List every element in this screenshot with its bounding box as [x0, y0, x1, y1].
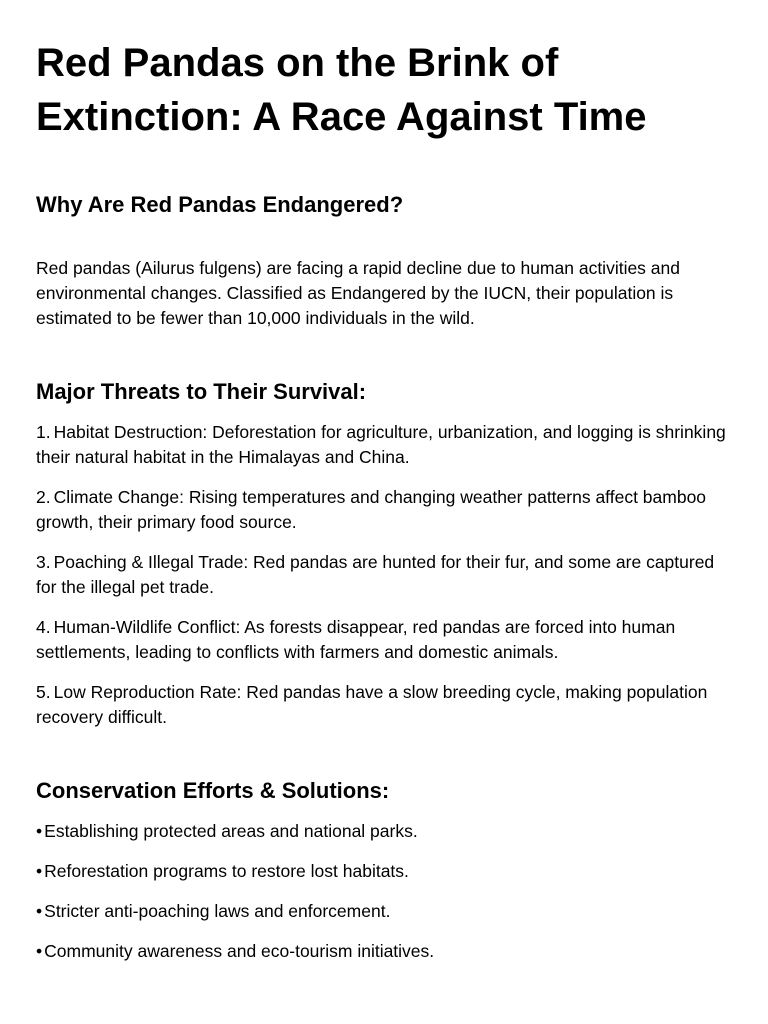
- threats-list: [36, 420, 732, 730]
- bullet-icon: •: [36, 861, 43, 881]
- list-item: [36, 420, 732, 470]
- list-item: [36, 615, 732, 665]
- list-item-text: Community awareness and eco-tourism initiatives.: [44, 941, 435, 961]
- bullet-icon: •: [36, 821, 43, 841]
- list-item: [36, 899, 732, 924]
- document: [36, 36, 732, 964]
- bullet-icon: •: [36, 901, 43, 921]
- list-item-text: Low Reproduction Rate: Red pandas have a slow breeding cycle, making population recovery difficult.: [36, 682, 708, 727]
- list-item-number: 2.: [36, 487, 51, 507]
- list-item-text: Poaching & Illegal Trade: Red pandas are hunted for their fur, and some are captured for the illegal pet trade.: [36, 552, 715, 597]
- list-item-text: Climate Change: Rising temperatures and changing weather patterns affect bamboo growth, their primary food source.: [36, 487, 707, 532]
- page-title: Red Pandas on the Brink of Extinction: A Race Against Time: [36, 41, 647, 139]
- conservation-heading: Conservation Efforts & Solutions:: [36, 778, 390, 803]
- list-item: [36, 859, 732, 884]
- list-item-text: Establishing protected areas and national parks.: [44, 821, 418, 841]
- list-item: [36, 819, 732, 844]
- list-item: [36, 680, 732, 730]
- why-paragraph: Red pandas (Ailurus fulgens) are facing a rapid decline due to human activities and environmental changes. Classified as Endangered by the IUCN, their population is estimated to be fewer than 10,000 individuals in the wild.: [36, 258, 680, 328]
- list-item-text: Habitat Destruction: Deforestation for agriculture, urbanization, and logging is shrinking their natural habitat in the Himalayas and China.: [36, 422, 726, 467]
- list-item-number: 4.: [36, 617, 51, 637]
- list-item-text: Reforestation programs to restore lost habitats.: [44, 861, 409, 881]
- list-item: [36, 939, 732, 964]
- threats-heading: Major Threats to Their Survival:: [36, 379, 367, 404]
- list-item-number: 3.: [36, 552, 51, 572]
- bullet-icon: •: [36, 941, 43, 961]
- list-item-number: 5.: [36, 682, 51, 702]
- list-item-text: Stricter anti-poaching laws and enforcement.: [44, 901, 391, 921]
- list-item: [36, 550, 732, 600]
- why-heading: Why Are Red Pandas Endangered?: [36, 192, 404, 217]
- list-item-number: 1.: [36, 422, 51, 442]
- list-item-text: Human-Wildlife Conflict: As forests disappear, red pandas are forced into human settlements, leading to conflicts with farmers and domestic animals.: [36, 617, 676, 662]
- list-item: [36, 485, 732, 535]
- conservation-list: [36, 819, 732, 964]
